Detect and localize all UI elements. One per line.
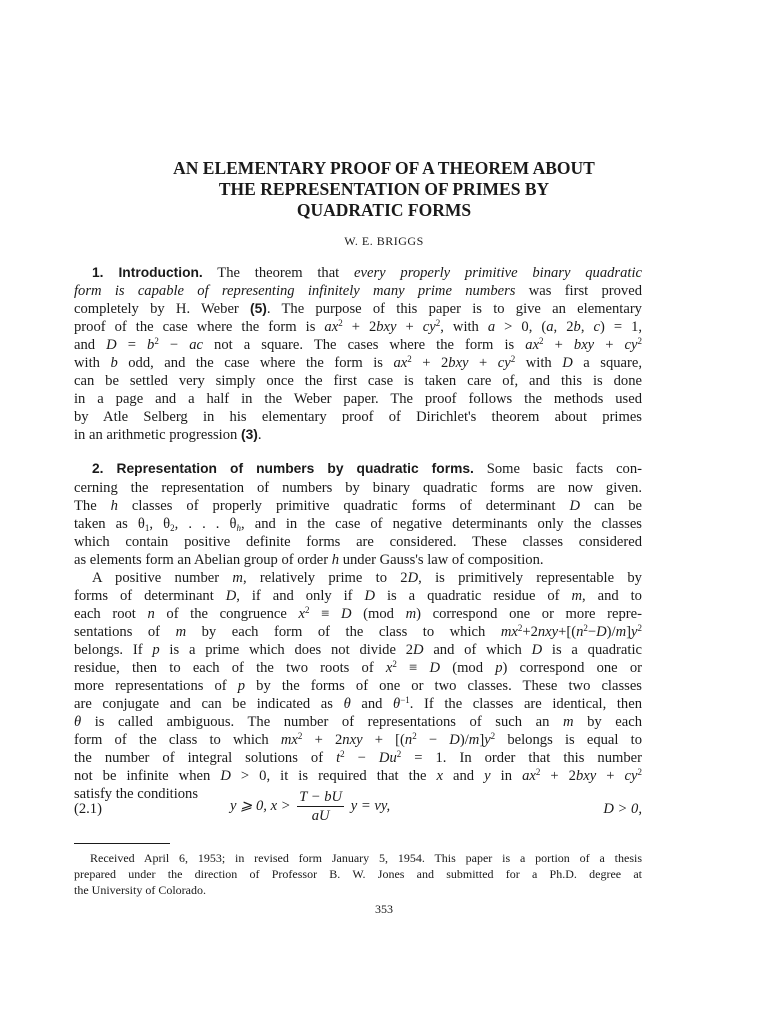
body-line: 1. Introduction. The theorem that every properly primitive binary quadratic xyxy=(92,265,642,281)
footnote-divider xyxy=(74,843,170,844)
footnote-line: prepared under the direction of Professor B. W. Jones and submitted for a Ph.D. degree at xyxy=(74,867,642,881)
body-line: residue, then to each of the two roots of $x^2 \equiv D$ (mod p) correspond one or xyxy=(74,658,642,676)
body-line: and $D = b^2$ − ac not a square. The cases where the form is $ax^2$ + bxy + $cy^2$ xyxy=(74,336,642,354)
body-line: cerning the representation of numbers by binary quadratic forms are now given. xyxy=(74,479,642,496)
body-line: as elements form an Abelian group of order h under Gauss's law of composition. xyxy=(74,551,544,568)
body-line: can be settled very simply once the first case is taken care of, and this is done xyxy=(74,373,642,390)
page-number: 353 xyxy=(375,902,393,916)
section-representation xyxy=(74,460,642,803)
section-heading: 1. Introduction. xyxy=(92,265,203,280)
equation-2-1 xyxy=(74,788,642,832)
body-line: the number of integral solutions of $t^2 - Du^2 = 1$. In order that this number xyxy=(74,749,642,767)
body-line: in a page and a half in the Weber paper. The proof follows the methods used xyxy=(74,391,642,408)
footnote-line: the University of Colorado. xyxy=(74,883,206,897)
body-line: not be infinite when D > 0, it is required that the x and y in $ax^2 + 2bxy + cy^2$ xyxy=(74,767,643,785)
body-line: in an arithmetic progression (3). xyxy=(74,427,262,444)
body-line: A positive number m, relatively prime to 2D, is primitively representable by xyxy=(92,569,642,586)
section-heading: 2. Representation of numbers by quadratic forms. xyxy=(92,461,474,477)
equation-fraction xyxy=(297,788,344,825)
section-introduction xyxy=(74,264,642,444)
equation-rhs: y = νy, xyxy=(350,797,391,814)
author: W. E. BRIGGS xyxy=(344,234,424,248)
paper-body xyxy=(74,264,642,803)
reference-link[interactable]: (3) xyxy=(240,427,258,443)
body-line: completely by H. Weber (5). The purpose of this paper is to give an elementary xyxy=(74,301,642,318)
body-line: 2. Representation of numbers by quadratic forms. Some basic facts con- xyxy=(92,461,642,478)
equation-condition: D > 0, xyxy=(603,801,642,817)
body-line: taken as $\theta_1$, $\theta_2$, . . . $\theta_h$, and in the case of negative determinants only the classes xyxy=(74,515,642,533)
body-line: The h classes of properly primitive quadratic forms of determinant D can be xyxy=(74,497,642,514)
body-line: more representations of p by the forms of one or two classes. These two classes xyxy=(74,678,642,695)
title-line-3: QUADRATIC FORMS xyxy=(296,200,472,220)
body-line: are conjugate and can be indicated as θ and $\theta^{-1}$. If the classes are identical, then xyxy=(74,695,642,713)
body-line: with b odd, and the case where the form is $ax^2 + 2bxy + cy^2$ with D a square, xyxy=(74,354,643,372)
body-line: sentations of m by each form of the class to which $mx^2+2nxy+[(n^2-D)/m]y^2$ xyxy=(74,622,642,640)
body-line: satisfy the conditions xyxy=(74,786,199,803)
body-line: belongs. If p is a prime which does not divide 2D and of which D is a quadratic xyxy=(74,641,642,658)
equation-lhs: y ⩾ 0, x > xyxy=(230,797,291,814)
body-line: form of the class to which $mx^2 + 2nxy + [(n^2 - D)/m]y^2$ belongs is equal to xyxy=(74,731,643,749)
body-line: θ is called ambiguous. The number of representations of such an m by each xyxy=(74,714,642,731)
body-line: forms of determinant D, if and only if D is a quadratic residue of m, and to xyxy=(74,587,642,604)
body-line: which contain positive definite forms are considered. These classes considered xyxy=(74,533,642,550)
title-line-2: THE REPRESENTATION OF PRIMES BY xyxy=(218,179,550,199)
fraction-denominator: aU xyxy=(311,808,330,824)
body-line: form is capable of representing infinitely many prime numbers was first proved xyxy=(74,283,642,300)
footnote-line: Received April 6, 1953; in revised form January 5, 1954. This paper is a portion of a thesis xyxy=(90,851,642,865)
body-line: by Atle Selberg in his elementary proof of Dirichlet's theorem about primes xyxy=(74,409,642,426)
equation-body xyxy=(230,788,390,825)
equation-number: (2.1) xyxy=(74,801,102,817)
fraction-numerator: T − bU xyxy=(299,789,343,805)
body-line: proof of the case where the form is $ax^2 + 2bxy + cy^2$, with a > 0, (a, 2b, c) = 1, xyxy=(74,318,643,336)
body-line: each root n of the congruence $x^2 \equiv D$ (mod m) correspond one or more repre- xyxy=(74,604,642,622)
title-line-1: AN ELEMENTARY PROOF OF A THEOREM ABOUT xyxy=(173,158,595,178)
footnote xyxy=(74,850,642,898)
paper-title xyxy=(60,158,708,221)
reference-link[interactable]: (5) xyxy=(250,301,267,317)
